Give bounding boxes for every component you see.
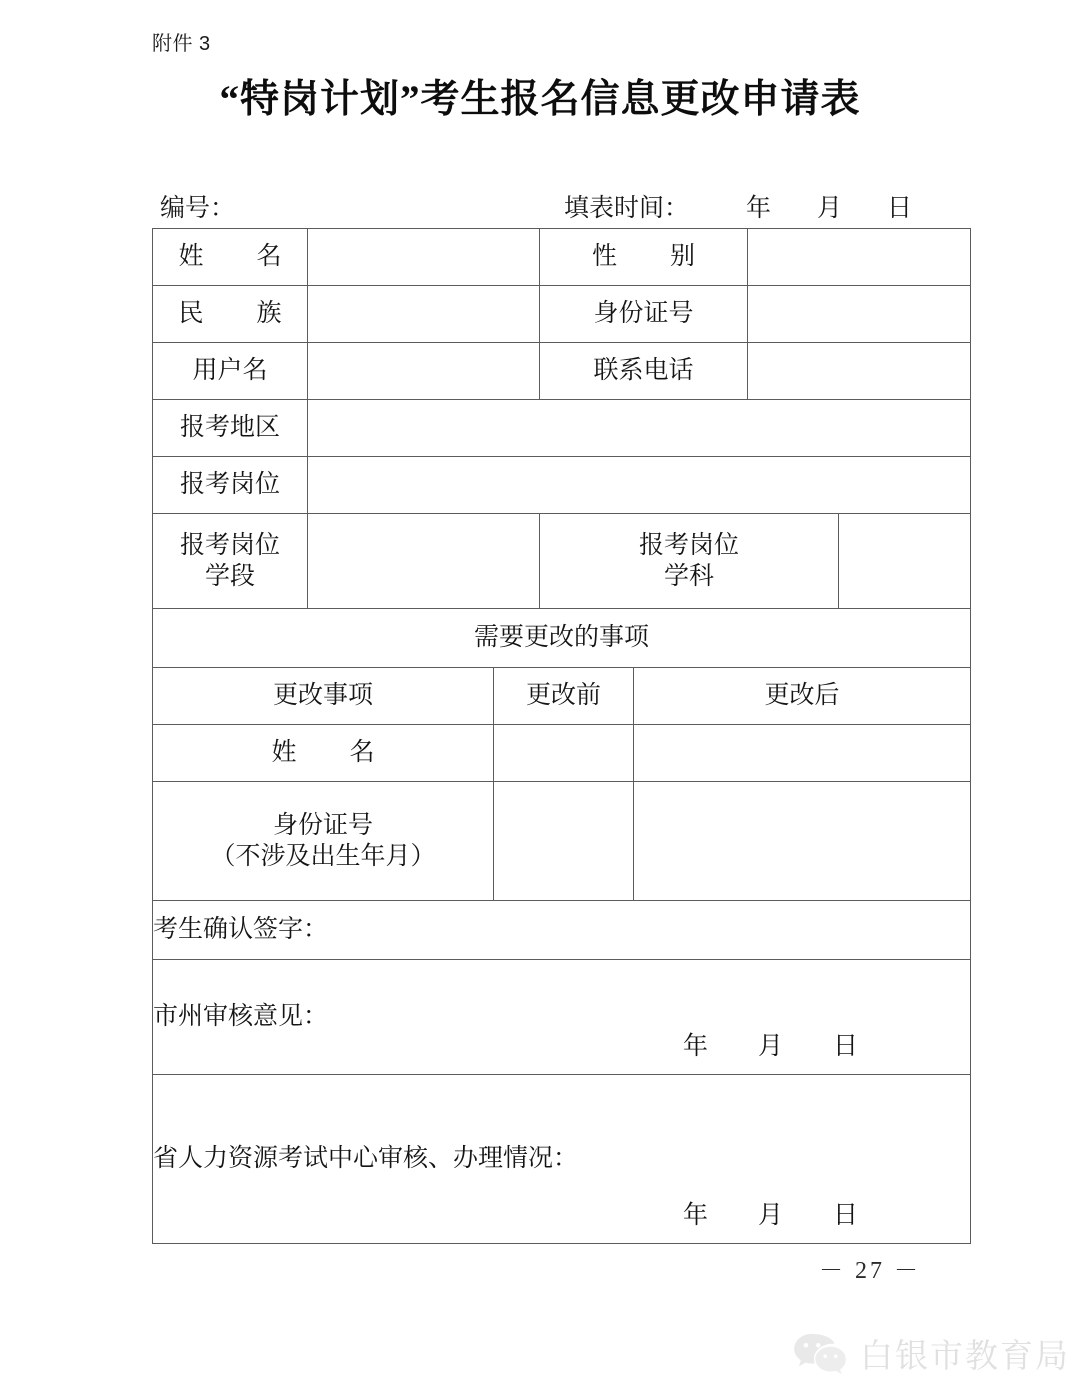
change-label-id-card xyxy=(153,782,494,901)
wechat-icon xyxy=(792,1331,848,1377)
change-field-name-before[interactable] xyxy=(494,725,634,782)
table-row xyxy=(153,400,971,457)
change-field-id-card-after[interactable] xyxy=(634,782,971,901)
fill-date-day: 日 xyxy=(887,195,913,222)
city-review-date-line xyxy=(683,1031,858,1062)
change-field-name-after[interactable] xyxy=(634,725,971,782)
table-row xyxy=(153,1075,971,1244)
field-phone[interactable] xyxy=(748,343,971,400)
province-review-year: 年 xyxy=(682,1201,708,1229)
section-header-changes: 需要更改的事项 xyxy=(153,609,971,668)
table-row xyxy=(153,668,971,725)
column-header-after: 更改后 xyxy=(634,668,971,725)
province-review-month: 月 xyxy=(757,1201,783,1229)
candidate-signature-cell[interactable] xyxy=(153,901,971,960)
label-phone: 联系电话 xyxy=(540,343,748,400)
province-review-cell[interactable] xyxy=(153,1075,971,1244)
province-review-day: 日 xyxy=(833,1201,859,1229)
field-gender[interactable] xyxy=(748,229,971,286)
application-form-table xyxy=(152,228,971,1244)
field-apply-region[interactable] xyxy=(308,400,971,457)
watermark-text: 白银市教育局 xyxy=(860,1337,1070,1374)
page-number-text: － 27 － xyxy=(819,1258,921,1284)
field-ethnicity[interactable] xyxy=(308,286,540,343)
table-row xyxy=(153,782,971,901)
page-title: “特岗计划”考生报名信息更改申请表 xyxy=(219,78,861,121)
label-username: 用户名 xyxy=(153,343,308,400)
footer-watermark xyxy=(792,1330,1070,1377)
change-field-id-card-before[interactable] xyxy=(494,782,634,901)
label-apply-position: 报考岗位 xyxy=(153,457,308,514)
change-label-id-card-line1: 身份证号 xyxy=(272,811,373,839)
serial-number-label: 编号： xyxy=(160,195,236,222)
label-position-subject-line1: 报考岗位 xyxy=(639,531,740,559)
page-number xyxy=(0,1250,1080,1285)
field-position-stage[interactable] xyxy=(308,514,540,609)
city-review-day: 日 xyxy=(833,1032,859,1060)
table-row xyxy=(153,229,971,286)
city-review-year: 年 xyxy=(682,1032,708,1060)
city-review-label: 市州审核意见： xyxy=(153,1003,329,1031)
column-header-change-item: 更改事项 xyxy=(153,668,494,725)
label-position-stage-line1: 报考岗位 xyxy=(179,531,280,559)
label-position-subject-line2: 学科 xyxy=(664,563,715,590)
change-label-name: 姓 名 xyxy=(153,725,494,782)
field-name[interactable] xyxy=(308,229,540,286)
table-row xyxy=(153,514,971,609)
table-row xyxy=(153,457,971,514)
field-username[interactable] xyxy=(308,343,540,400)
attachment-label: 附件 3 xyxy=(152,33,211,55)
table-row xyxy=(153,725,971,782)
label-ethnicity: 民 族 xyxy=(153,286,308,343)
table-row xyxy=(153,901,971,960)
label-apply-region: 报考地区 xyxy=(153,400,308,457)
field-position-subject[interactable] xyxy=(839,514,971,609)
city-review-month: 月 xyxy=(757,1032,783,1060)
province-review-date-line xyxy=(683,1200,858,1231)
label-position-subject xyxy=(540,514,839,609)
column-header-before: 更改前 xyxy=(494,668,634,725)
table-row xyxy=(153,343,971,400)
table-row xyxy=(153,609,971,668)
province-review-label: 省人力资源考试中心审核、办理情况： xyxy=(153,1145,579,1173)
label-position-stage-line2: 学段 xyxy=(204,563,255,590)
fill-date-month: 月 xyxy=(817,195,843,222)
form-meta-row xyxy=(152,188,970,222)
table-row xyxy=(153,286,971,343)
field-id-card[interactable] xyxy=(748,286,971,343)
table-row xyxy=(153,960,971,1075)
label-name: 姓 名 xyxy=(153,229,308,286)
label-gender: 性 别 xyxy=(540,229,748,286)
fill-date-year: 年 xyxy=(746,195,772,222)
fill-date-label: 填表时间： xyxy=(564,195,690,222)
change-label-id-card-line2: （不涉及出生年月） xyxy=(210,843,436,870)
label-position-stage xyxy=(153,514,308,609)
field-apply-position[interactable] xyxy=(308,457,971,514)
label-id-card: 身份证号 xyxy=(540,286,748,343)
candidate-signature-label: 考生确认签字： xyxy=(153,916,329,944)
city-review-cell[interactable] xyxy=(153,960,971,1075)
